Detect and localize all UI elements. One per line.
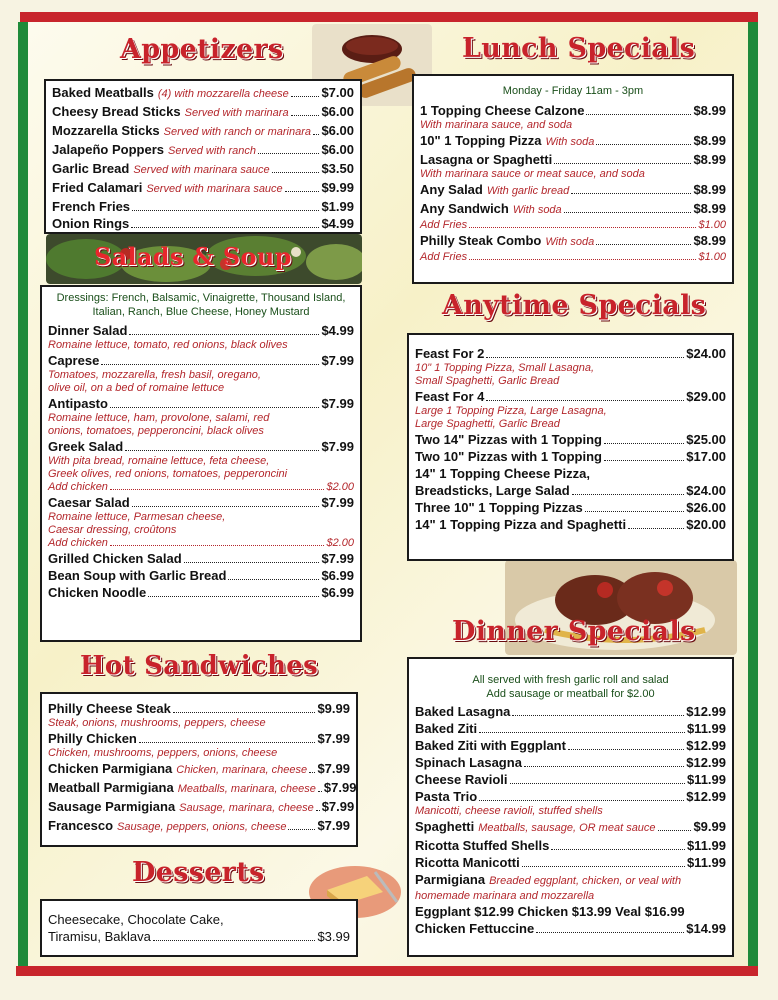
item-name: Cheese Ravioli <box>415 772 508 787</box>
item-name: Philly Chicken <box>48 731 137 746</box>
dessert-price: $3.99 <box>317 929 350 944</box>
item-name: Chicken Fettuccine <box>415 921 535 936</box>
leader-dots <box>596 244 691 245</box>
dinner-specials-box <box>407 657 734 957</box>
item-price: $4.99 <box>321 323 354 338</box>
item-description: onions, tomatoes, pepperoncini, black olives <box>48 425 264 437</box>
item-description: Chicken, mushrooms, peppers, onions, cheese <box>48 747 278 759</box>
menu-item-row <box>52 179 354 198</box>
menu-item-row <box>420 232 726 251</box>
leader-dots <box>585 511 684 512</box>
item-price: $26.00 <box>686 500 726 515</box>
item-name: Onion Rings <box>52 216 130 231</box>
item-description: Romaine lettuce, ham, provolone, salami, red <box>48 412 270 424</box>
menu-item-row <box>48 730 350 747</box>
salads-box <box>40 285 362 642</box>
item-price: $8.99 <box>693 152 726 167</box>
menu-item-row <box>415 871 726 890</box>
leader-dots <box>469 227 696 228</box>
item-description: Meatballs, marinara, cheese <box>177 783 316 795</box>
item-price: $7.99 <box>321 495 354 510</box>
leader-dots <box>132 506 320 507</box>
parmigiana-prices <box>415 903 726 920</box>
item-price: $12.99 <box>686 789 726 804</box>
item-description: Small Spaghetti, Garlic Bread <box>415 375 560 387</box>
menu-item-row <box>415 754 726 771</box>
item-description: With marinara sauce, and soda <box>420 119 573 131</box>
menu-item-row <box>48 395 354 412</box>
item-description: Served with ranch or marinara <box>163 126 311 138</box>
menu-item-row <box>52 198 354 215</box>
item-name: Garlic Bread <box>52 161 130 176</box>
item-price: $7.99 <box>321 551 354 566</box>
leader-dots <box>536 932 684 933</box>
item-price: $17.00 <box>686 449 726 464</box>
leader-dots <box>125 450 319 451</box>
leader-dots <box>524 766 684 767</box>
item-price: $12.99 <box>686 738 726 753</box>
menu-item-row <box>52 160 354 179</box>
menu-item-row <box>415 737 726 754</box>
menu-item-row <box>48 567 354 584</box>
item-name: Philly Cheese Steak <box>48 701 171 716</box>
item-price: $7.99 <box>321 439 354 454</box>
desserts-heading: Desserts <box>132 857 265 888</box>
item-price: $6.00 <box>321 142 354 157</box>
item-price: $8.99 <box>693 103 726 118</box>
item-name: Dinner Salad <box>48 323 128 338</box>
item-description: With marinara sauce or meat sauce, and soda <box>420 168 645 180</box>
lunch-specials-heading: Lunch Specials <box>462 33 696 64</box>
item-name: Ricotta Manicotti <box>415 855 520 870</box>
add-on-label: Add chicken <box>48 537 108 549</box>
left-green-border <box>18 22 28 966</box>
item-description: With pita bread, romaine lettuce, feta cheese, <box>48 455 270 467</box>
leader-dots <box>110 489 325 490</box>
menu-item-row <box>415 788 726 805</box>
item-description: Large 1 Topping Pizza, Large Lasagna, <box>415 405 607 417</box>
add-on-price: $2.00 <box>326 481 354 493</box>
item-description: Tomatoes, mozzarella, fresh basil, oregano, <box>48 369 261 381</box>
item-description: Served with marinara sauce <box>133 164 270 176</box>
menu-item-row <box>52 103 354 122</box>
leader-dots <box>316 810 320 811</box>
item-name: Francesco <box>48 818 114 833</box>
item-description: Chicken, marinara, cheese <box>176 764 308 776</box>
top-red-stripe <box>20 12 758 22</box>
item-description: Manicotti, cheese ravioli, stuffed shells <box>415 805 603 817</box>
menu-item-row <box>415 499 726 516</box>
menu-item-row <box>52 122 354 141</box>
leader-dots <box>291 115 320 116</box>
item-price: $7.00 <box>321 85 354 100</box>
hot-sandwiches-box <box>40 692 358 847</box>
item-description: Steak, onions, mushrooms, peppers, cheese <box>48 717 266 729</box>
leader-dots <box>110 545 325 546</box>
item-description: Greek olives, red onions, tomatoes, pepperoncini <box>48 468 288 480</box>
menu-item-row <box>48 322 354 339</box>
menu-item-row <box>415 837 726 854</box>
leader-dots <box>604 460 684 461</box>
leader-dots <box>313 134 319 135</box>
item-name: Baked Lasagna <box>415 704 511 719</box>
item-name: Mozzarella Sticks <box>52 123 160 138</box>
item-description: With garlic bread <box>486 185 570 197</box>
item-description: Romaine lettuce, Parmesan cheese, <box>48 511 226 523</box>
item-description: Meatballs, sausage, OR meat sauce <box>478 822 656 834</box>
item-price: $6.99 <box>321 568 354 583</box>
dressings-note: Dressings: French, Balsamic, Vinaigrette, Thousand Island, Italian, Ranch, Blue Cheese, Honey Mustard <box>56 292 346 318</box>
item-name: Baked Ziti <box>415 721 478 736</box>
item-name: Feast For 4 <box>415 389 485 404</box>
leader-dots <box>658 830 692 831</box>
item-price: $8.99 <box>693 233 726 248</box>
menu-item-row <box>415 516 726 533</box>
item-name: Caesar Salad <box>48 495 130 510</box>
item-name: Spaghetti <box>415 819 475 834</box>
menu-item-row <box>415 720 726 737</box>
item-price: $7.99 <box>321 396 354 411</box>
menu-item-row <box>420 132 726 151</box>
menu-item-row <box>48 352 354 369</box>
salads-heading: Salads & Soup <box>94 242 292 271</box>
leader-dots <box>572 494 685 495</box>
item-price: $12.99 <box>686 755 726 770</box>
menu-item-row <box>48 700 350 717</box>
dinner-specials-heading: Dinner Specials <box>452 616 696 647</box>
leader-dots <box>132 210 319 211</box>
leader-dots <box>129 334 319 335</box>
item-price: $8.99 <box>693 133 726 148</box>
item-name: 10" 1 Topping Pizza <box>420 133 542 148</box>
menu-item-row <box>420 181 726 200</box>
leader-dots <box>469 259 696 260</box>
item-name: Caprese <box>48 353 100 368</box>
item-name: Grilled Chicken Salad <box>48 551 182 566</box>
item-description: Large Spaghetti, Garlic Bread <box>415 418 560 430</box>
leader-dots <box>604 443 684 444</box>
item-description: (4) with mozzarella cheese <box>157 88 289 100</box>
dinner-note-2: Add sausage or meatball for $2.00 <box>486 688 655 700</box>
leader-dots <box>568 749 684 750</box>
desserts-box <box>40 899 358 957</box>
menu-item-row <box>415 818 726 837</box>
menu-item-row <box>52 141 354 160</box>
menu-item-row <box>48 760 350 779</box>
item-name: Any Salad <box>420 182 483 197</box>
add-on-row <box>420 251 726 264</box>
item-description: 10" 1 Topping Pizza, Small Lasagna, <box>415 362 595 374</box>
item-name: Sausage Parmigiana <box>48 799 176 814</box>
menu-item-row <box>48 584 354 601</box>
item-price: $11.99 <box>686 721 726 736</box>
item-name: Baked Meatballs <box>52 85 154 100</box>
leader-dots <box>522 866 685 867</box>
item-price: $6.00 <box>321 104 354 119</box>
item-price: $7.99 <box>317 818 350 833</box>
item-description: Sausage, peppers, onions, cheese <box>117 821 287 833</box>
item-name: Breadsticks, Large Salad <box>415 483 570 498</box>
menu-item-row <box>48 817 350 836</box>
add-on-row <box>48 481 354 494</box>
menu-item-row <box>48 550 354 567</box>
leader-dots <box>228 579 319 580</box>
appetizers-heading: Appetizers <box>120 34 284 65</box>
item-price: $8.99 <box>693 182 726 197</box>
item-description: Breaded eggplant, chicken, or veal with <box>489 875 682 887</box>
item-name: Philly Steak Combo <box>420 233 542 248</box>
item-name: Feast For 2 <box>415 346 485 361</box>
menu-item-row <box>415 703 726 720</box>
item-name: Chicken Noodle <box>48 585 147 600</box>
add-on-price: $2.00 <box>326 537 354 549</box>
leader-dots <box>272 172 320 173</box>
leader-dots <box>309 772 315 773</box>
item-price: $4.99 <box>321 216 354 231</box>
item-price: $24.00 <box>686 346 726 361</box>
leader-dots <box>586 114 691 115</box>
add-on-row <box>48 537 354 550</box>
item-price: $14.99 <box>686 921 726 936</box>
appetizers-box <box>44 79 362 234</box>
item-price: $7.99 <box>317 731 350 746</box>
item-name: Spinach Lasagna <box>415 755 522 770</box>
menu-item-row <box>415 388 726 405</box>
leader-dots <box>564 212 692 213</box>
item-name: Cheesy Bread Sticks <box>52 104 181 119</box>
item-price: $7.99 <box>321 799 355 814</box>
item-description: With soda <box>545 236 595 248</box>
leader-dots <box>291 96 320 97</box>
leader-dots <box>486 400 684 401</box>
item-name: 14" 1 Topping Cheese Pizza, <box>415 466 590 481</box>
item-name: Lasagna or Spaghetti <box>420 152 553 167</box>
menu-item-row <box>415 854 726 871</box>
item-description: Served with ranch <box>167 145 257 157</box>
item-name: Bean Soup with Garlic Bread <box>48 568 227 583</box>
item-price: $20.00 <box>686 517 726 532</box>
item-price: $25.00 <box>686 432 726 447</box>
add-on-label: Add Fries <box>420 251 468 263</box>
item-name: Ricotta Stuffed Shells <box>415 838 550 853</box>
leader-dots <box>479 800 684 801</box>
item-name: Fried Calamari <box>52 180 143 195</box>
item-description: olive oil, on a bed of romaine lettuce <box>48 382 225 394</box>
add-on-label: Add chicken <box>48 481 108 493</box>
item-name: Two 10" Pizzas with 1 Topping <box>415 449 602 464</box>
item-description: Served with marinara sauce <box>146 183 283 195</box>
menu-item-row <box>415 345 726 362</box>
leader-dots <box>510 783 685 784</box>
menu-item-row <box>415 920 726 937</box>
lunch-hours: Monday - Friday 11am - 3pm <box>502 85 644 97</box>
add-on-price: $1.00 <box>698 251 726 263</box>
item-name: Jalapeño Poppers <box>52 142 164 157</box>
item-price: $3.50 <box>321 161 354 176</box>
item-name: French Fries <box>52 199 131 214</box>
item-name: Pasta Trio <box>415 789 478 804</box>
item-name: Meatball Parmigiana <box>48 780 174 795</box>
item-name: Three 10" 1 Topping Pizzas <box>415 500 583 515</box>
menu-item-row <box>420 102 726 119</box>
item-name: Any Sandwich <box>420 201 509 216</box>
item-description: Romaine lettuce, tomato, red onions, black olives <box>48 339 288 351</box>
leader-dots <box>285 191 320 192</box>
dinner-note-1: All served with fresh garlic roll and salad <box>472 674 669 686</box>
item-price: $11.99 <box>686 838 726 853</box>
item-price: $12.99 <box>686 704 726 719</box>
item-name: Parmigiana <box>415 872 486 887</box>
menu-item-row <box>415 448 726 465</box>
leader-dots <box>148 596 319 597</box>
leader-dots <box>554 163 691 164</box>
menu-item-row <box>420 151 726 168</box>
item-name: 14" 1 Topping Pizza and Spaghetti <box>415 517 627 532</box>
item-description: homemade marinara and mozzarella <box>415 890 595 902</box>
leader-dots <box>512 715 684 716</box>
add-on-row <box>420 219 726 232</box>
leader-dots <box>258 153 319 154</box>
leader-dots <box>318 791 322 792</box>
item-price: $7.99 <box>323 780 357 795</box>
leader-dots <box>131 227 319 228</box>
item-name: Greek Salad <box>48 439 124 454</box>
item-price: $11.99 <box>686 855 726 870</box>
leader-dots <box>101 364 319 365</box>
item-price: $9.99 <box>317 701 350 716</box>
item-name: Baked Ziti with Eggplant <box>415 738 566 753</box>
item-description: Caesar dressing, croûtons <box>48 524 177 536</box>
item-price: $7.99 <box>317 761 350 776</box>
item-description: Sausage, marinara, cheese <box>179 802 314 814</box>
leader-dots <box>571 193 691 194</box>
menu-item-row <box>415 482 726 499</box>
menu-item-row <box>415 431 726 448</box>
hot-sandwiches-heading: Hot Sandwiches <box>80 651 319 681</box>
leader-dots <box>628 528 684 529</box>
add-on-label: Add Fries <box>420 219 468 231</box>
item-price: $8.99 <box>693 201 726 216</box>
leader-dots <box>173 712 316 713</box>
add-on-price: $1.00 <box>698 219 726 231</box>
leader-dots <box>479 732 685 733</box>
item-price: $24.00 <box>686 483 726 498</box>
menu-item-row <box>48 779 357 798</box>
menu-item-row <box>48 438 354 455</box>
leader-dots <box>184 562 320 563</box>
item-description: With soda <box>512 204 562 216</box>
item-price: $11.99 <box>686 772 726 787</box>
menu-item-row <box>48 494 354 511</box>
menu-item-row <box>415 465 726 482</box>
bottom-red-stripe <box>16 966 758 976</box>
item-price: $7.99 <box>321 353 354 368</box>
menu-item-row <box>420 200 726 219</box>
item-price: $9.99 <box>321 180 354 195</box>
item-description: Served with marinara <box>184 107 289 119</box>
right-green-border <box>748 22 758 966</box>
leader-dots <box>596 144 691 145</box>
item-name: 1 Topping Cheese Calzone <box>420 103 585 118</box>
dessert-line-2: Tiramisu, Baklava $3.99 <box>48 929 350 944</box>
dessert-line-1: Cheesecake, Chocolate Cake, <box>48 912 224 927</box>
item-price: $6.00 <box>321 123 354 138</box>
item-price: $1.99 <box>321 199 354 214</box>
item-description: With soda <box>545 136 595 148</box>
anytime-specials-heading: Anytime Specials <box>442 290 707 321</box>
anytime-specials-box <box>407 333 734 561</box>
leader-dots <box>288 829 315 830</box>
parmigiana-price-line: Eggplant $12.99 Chicken $13.99 Veal $16.99 <box>415 904 685 919</box>
lunch-specials-box <box>412 74 734 284</box>
leader-dots <box>139 742 316 743</box>
menu-item-row <box>52 215 354 232</box>
leader-dots <box>486 357 684 358</box>
menu-item-row <box>52 84 354 103</box>
leader-dots <box>110 407 320 408</box>
item-price: $29.00 <box>686 389 726 404</box>
item-name: Antipasto <box>48 396 108 411</box>
item-price: $6.99 <box>321 585 354 600</box>
item-name: Chicken Parmigiana <box>48 761 173 776</box>
item-price: $9.99 <box>693 819 726 834</box>
menu-item-row <box>48 798 355 817</box>
leader-dots <box>551 849 685 850</box>
item-name: Two 14" Pizzas with 1 Topping <box>415 432 602 447</box>
menu-item-row <box>415 771 726 788</box>
